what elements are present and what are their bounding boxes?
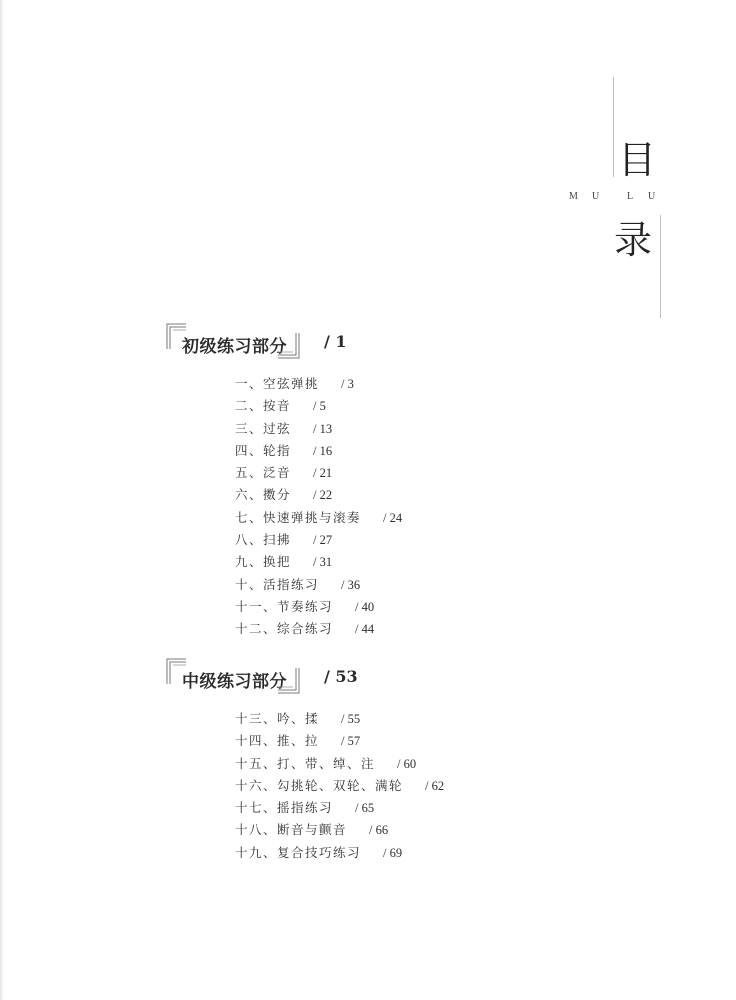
toc-entry[interactable] bbox=[235, 821, 444, 843]
title-pinyin-letter: U bbox=[592, 191, 601, 202]
page-edge-shadow bbox=[0, 0, 4, 1000]
toc-entry-page: / 21 bbox=[313, 466, 333, 481]
toc-entry-page: / 66 bbox=[369, 823, 389, 838]
section-page-number: / 53 bbox=[324, 667, 358, 686]
toc-list-beginner bbox=[235, 375, 402, 643]
toc-entry-label: 十八、断音与颤音 bbox=[235, 822, 348, 838]
toc-entry-label: 十、活指练习 bbox=[235, 576, 320, 592]
toc-entry-label: 九、换把 bbox=[235, 554, 292, 570]
toc-entry[interactable] bbox=[235, 553, 402, 575]
toc-entry-label: 八、扫拂 bbox=[235, 532, 292, 548]
toc-entry-label: 十六、勾挑轮、双轮、满轮 bbox=[235, 777, 404, 793]
toc-entry[interactable] bbox=[235, 509, 402, 531]
bracket-corner-icon bbox=[278, 668, 300, 694]
title-char-mu: 目 bbox=[618, 138, 657, 182]
toc-entry-page: / 62 bbox=[425, 778, 445, 793]
toc-entry-page: / 40 bbox=[355, 599, 375, 614]
toc-entry-page: / 13 bbox=[313, 421, 333, 436]
toc-entry-label: 十七、摇指练习 bbox=[235, 800, 334, 816]
toc-entry[interactable] bbox=[235, 576, 402, 598]
toc-entry[interactable] bbox=[235, 375, 402, 397]
toc-entry-label: 十三、吟、揉 bbox=[235, 711, 320, 726]
title-pinyin-letter: M bbox=[569, 191, 579, 202]
toc-entry-page: / 5 bbox=[313, 399, 326, 414]
toc-entry-page: / 69 bbox=[383, 845, 403, 860]
toc-entry-page: / 31 bbox=[313, 555, 333, 570]
toc-entry-page: / 27 bbox=[313, 533, 333, 548]
toc-entry-page: / 3 bbox=[341, 377, 354, 391]
toc-entry[interactable] bbox=[235, 486, 402, 508]
toc-entry[interactable] bbox=[235, 777, 444, 799]
toc-entry-page: / 44 bbox=[355, 622, 375, 637]
toc-entry[interactable] bbox=[235, 710, 444, 732]
toc-entry[interactable] bbox=[235, 397, 402, 419]
toc-entry[interactable] bbox=[235, 755, 444, 777]
toc-entry[interactable] bbox=[235, 844, 444, 866]
toc-entry-label: 十一、节奏练习 bbox=[235, 598, 334, 614]
toc-entry-page: / 65 bbox=[355, 801, 375, 816]
toc-entry-label: 一、空弦弹挑 bbox=[235, 376, 320, 391]
bracket-corner-icon bbox=[278, 333, 300, 359]
section-title[interactable]: 初级练习部分 bbox=[182, 337, 287, 357]
title-pinyin-letter: L bbox=[627, 191, 635, 202]
title-rule-left bbox=[613, 77, 614, 177]
toc-entry-page: / 16 bbox=[313, 443, 333, 458]
toc-entry-label: 十四、推、拉 bbox=[235, 733, 320, 749]
section-page-number: / 1 bbox=[324, 332, 347, 351]
toc-list-intermediate bbox=[235, 710, 444, 866]
toc-entry-label: 四、轮指 bbox=[235, 442, 292, 458]
toc-entry-label: 五、泛音 bbox=[235, 465, 292, 481]
toc-entry-label: 十五、打、带、绰、注 bbox=[235, 755, 376, 771]
toc-entry-label: 七、快速弹挑与滚奏 bbox=[235, 509, 362, 525]
toc-entry[interactable] bbox=[235, 732, 444, 754]
toc-entry-label: 六、擞分 bbox=[235, 487, 292, 503]
toc-entry-label: 三、过弦 bbox=[235, 420, 292, 436]
toc-entry[interactable] bbox=[235, 598, 402, 620]
toc-entry[interactable] bbox=[235, 620, 402, 642]
title-rule-right bbox=[660, 215, 661, 318]
toc-entry-page: / 57 bbox=[341, 734, 361, 749]
title-char-lu: 录 bbox=[614, 218, 653, 262]
toc-entry-page: / 60 bbox=[397, 756, 417, 771]
toc-entry-label: 十二、综合练习 bbox=[235, 621, 334, 637]
toc-entry-page: / 22 bbox=[313, 488, 333, 503]
toc-entry-label: 十九、复合技巧练习 bbox=[235, 844, 362, 860]
title-pinyin-letter: U bbox=[648, 191, 657, 202]
toc-entry[interactable] bbox=[235, 531, 402, 553]
toc-entry-label: 二、按音 bbox=[235, 398, 292, 414]
toc-entry-page: / 24 bbox=[383, 510, 403, 525]
toc-entry[interactable] bbox=[235, 799, 444, 821]
section-title[interactable]: 中级练习部分 bbox=[182, 672, 287, 692]
toc-entry-page: / 36 bbox=[341, 577, 361, 592]
section-header-beginner bbox=[166, 323, 386, 359]
toc-entry-page: / 55 bbox=[341, 712, 361, 726]
toc-entry[interactable] bbox=[235, 420, 402, 442]
section-header-intermediate bbox=[166, 658, 386, 694]
toc-entry[interactable] bbox=[235, 464, 402, 486]
toc-entry[interactable] bbox=[235, 442, 402, 464]
